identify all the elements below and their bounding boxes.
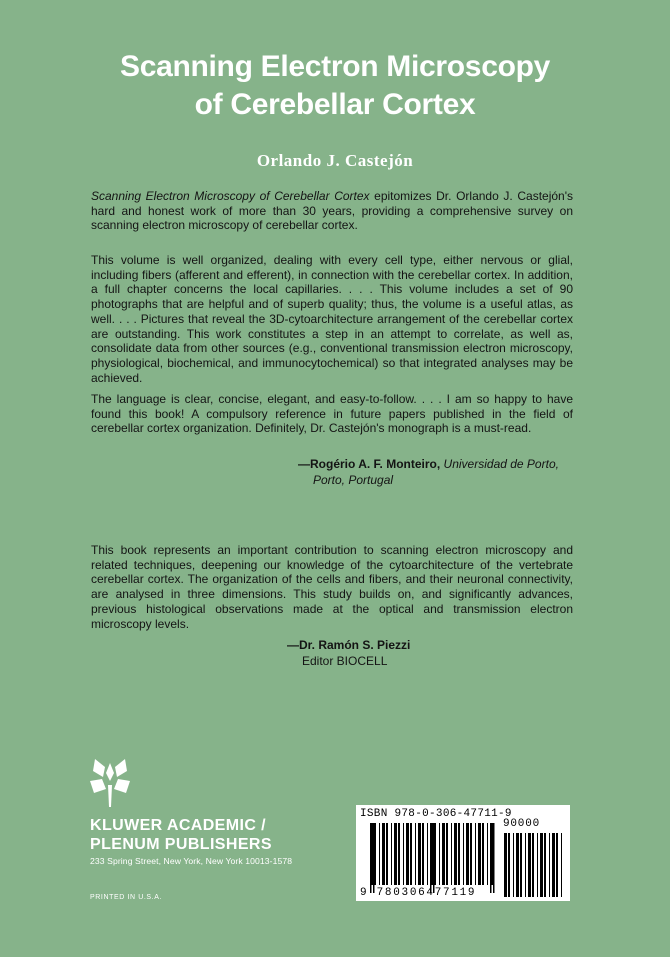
book-title [0, 48, 670, 124]
publisher-address: 233 Spring Street, New York, New York 10013-1578 [90, 856, 293, 866]
review2-signature [287, 637, 410, 669]
publisher-name-line2: PLENUM PUBLISHERS [90, 836, 272, 853]
printed-in: PRINTED IN U.S.A. [90, 894, 163, 901]
publisher-name [90, 816, 272, 854]
review1-paragraph2: The language is clear, concise, elegant, and easy-to-follow. . . . I am so happy to have found this book! A compulsory reference in future papers published in the field of cerebellar cortex organization. Definitely, Dr. Castejón's monograph is a must-read. [91, 392, 573, 436]
review2-paragraph: This book represents an important contribution to scanning electron microscopy and related techniques, deepening our knowledge of the cytoarchitecture of the vertebrate cerebellar cortex. The organization of the cells and fibers, and their neuronal connectivity, are analysed in three dimensions. This study builds on, and significantly advances, previous histological observations made at the optical and transmission electron microscopy levels. [91, 543, 573, 631]
review1-signature [298, 456, 559, 488]
barcode-box [356, 805, 570, 901]
review2-sig-title: Editor BIOCELL [302, 654, 388, 668]
ean-digits [360, 887, 476, 899]
review1-sig-affiliation: Universidad de Porto, [440, 457, 559, 471]
ean-first-digit: 9 [360, 887, 369, 899]
addon-digits: 90000 [503, 818, 541, 830]
review1-sig-location: Porto, Portugal [313, 473, 394, 487]
kluwer-flower-logo-icon [88, 757, 132, 807]
author-name: Orlando J. Castejón [256, 151, 414, 170]
book-title-line2: of Cerebellar Cortex [194, 88, 476, 121]
intro-text: epitomizes Dr. Orlando J. Castejón's hard and honest work of more than 30 years, providing a comprehensive survey on scanning electron microscopy of cerebellar cortex. [91, 189, 574, 233]
review2-sig-name: —Dr. Ramón S. Piezzi [287, 638, 411, 652]
isbn-text: ISBN 978-0-306-47711-9 [360, 808, 512, 820]
publisher-name-line1: KLUWER ACADEMIC / [90, 817, 266, 834]
intro-paragraph [91, 189, 573, 233]
intro-title-italic: Scanning Electron Microscopy of Cerebellar Cortex [91, 189, 370, 203]
ean-rest-digits: 780306477119 [376, 887, 477, 899]
review1-paragraph1: This volume is well organized, dealing with every cell type, either nervous or glial, including fibers (afferent and efferent), in connection with the cerebellar cortex. In addition, a full chapter concerns the local capillaries. . . . This volume includes a set of 90 photographs that are helpful and of superb quality; thus, the volume is a useful atlas, as well. . . . Pictures that reveal the 3D-cytoarchitecture arrangement of the cerebellar cortex are outstanding. This work constitutes a step in an attempt to correlate, as well as, consolidate data from other sources (e.g., conventional transmission electron microscopy, physiological, biochemical, and immunocytochemical) so that integrated analyses may be achieved. [91, 253, 573, 385]
review1-sig-name: —Rogério A. F. Monteiro, [298, 457, 441, 471]
book-title-line1: Scanning Electron Microscopy [119, 50, 551, 83]
